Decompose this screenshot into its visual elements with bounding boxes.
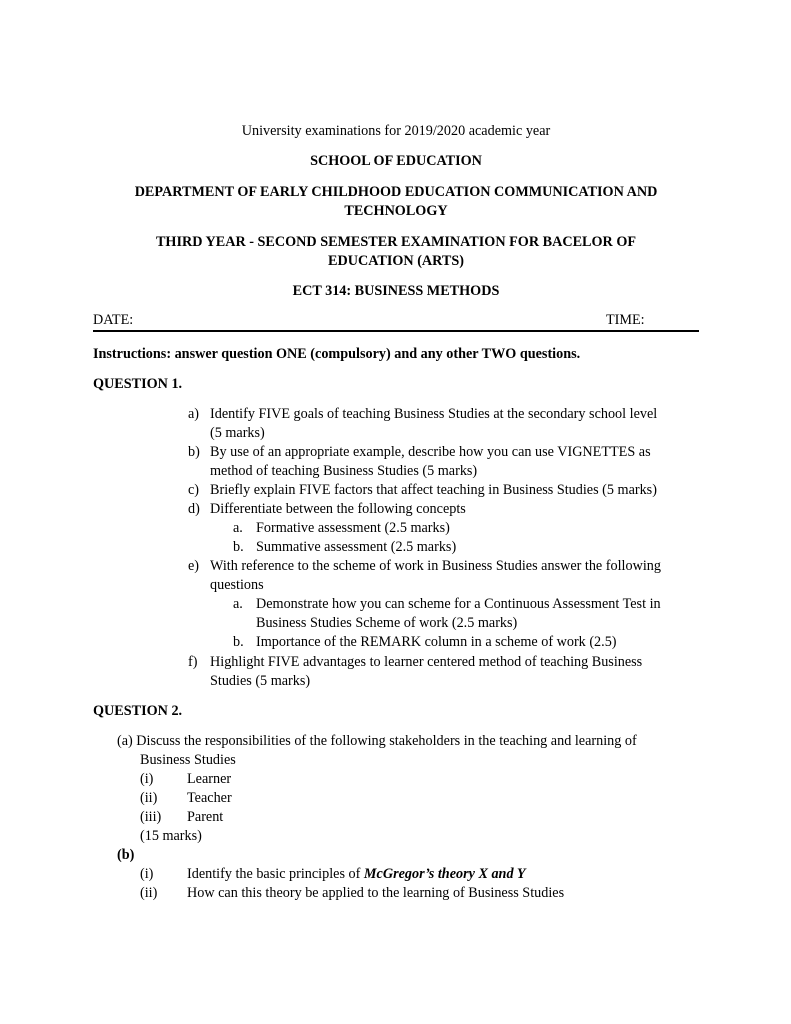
q2-a-marks: (15 marks) xyxy=(140,828,202,844)
department-line-2: TECHNOLOGY xyxy=(344,203,448,219)
q1-a-letter: a) xyxy=(188,406,200,422)
q2-a-text-2: Business Studies xyxy=(140,752,236,768)
q1-a-text-1: Identify FIVE goals of teaching Business Studies at the secondary school level xyxy=(210,406,658,422)
q2-a-iii-num: (iii) xyxy=(140,809,162,825)
q2-a-ii-num: (ii) xyxy=(140,790,158,806)
q1-e-sub-b-letter: b. xyxy=(233,634,244,650)
university-line: University examinations for 2019/2020 academic year xyxy=(241,123,551,139)
q2-b-i-text xyxy=(187,865,526,885)
q1-e-sub-a-text-1: Demonstrate how you can scheme for a Continuous Assessment Test in xyxy=(256,596,661,612)
q2-a-i-text: Learner xyxy=(187,771,232,787)
q2-a-i-num: (i) xyxy=(140,771,154,787)
question-2-title: QUESTION 2. xyxy=(93,703,183,719)
q1-b-letter: b) xyxy=(188,444,200,460)
exam-line-1: THIRD YEAR - SECOND SEMESTER EXAMINATION FOR BACELOR OF xyxy=(155,234,637,250)
q1-e-sub-a-text-2: Business Studies Scheme of work (2.5 marks) xyxy=(256,615,518,631)
q1-b-text-2: method of teaching Business Studies (5 marks) xyxy=(210,463,478,479)
q2-a-ii-text: Teacher xyxy=(187,790,232,806)
department-line-1: DEPARTMENT OF EARLY CHILDHOOD EDUCATION COMMUNICATION AND xyxy=(134,184,658,200)
q2-a-iii-text: Parent xyxy=(187,809,224,825)
exam-line-2: EDUCATION (ARTS) xyxy=(328,253,464,269)
q1-e-text-2: questions xyxy=(210,577,264,593)
q2-a-text-1: (a) Discuss the responsibilities of the following stakeholders in the teaching and learning of xyxy=(117,733,637,749)
q2-b-ii-num: (ii) xyxy=(140,885,158,901)
q1-d-text-1: Differentiate between the following concepts xyxy=(210,501,466,517)
q1-d-letter: d) xyxy=(188,501,200,517)
q1-d-sub-a-text: Formative assessment (2.5 marks) xyxy=(256,520,450,536)
q2-b-ii-text: How can this theory be applied to the learning of Business Studies xyxy=(187,885,565,901)
school-title: SCHOOL OF EDUCATION xyxy=(310,153,482,169)
q1-f-text-2: Studies (5 marks) xyxy=(210,673,311,689)
course-title: ECT 314: BUSINESS METHODS xyxy=(292,283,500,299)
q1-b-text-1: By use of an appropriate example, describe how you can use VIGNETTES as xyxy=(210,444,651,460)
q1-f-text-1: Highlight FIVE advantages to learner centered method of teaching Business xyxy=(210,654,643,670)
q2-b-i-prefix: Identify the basic principles of xyxy=(187,866,364,882)
q1-a-text-2: (5 marks) xyxy=(210,425,265,441)
q1-d-sub-b-text: Summative assessment (2.5 marks) xyxy=(256,539,457,555)
q2-b-i-num: (i) xyxy=(140,866,154,882)
q1-c-text-1: Briefly explain FIVE factors that affect teaching in Business Studies (5 marks) xyxy=(210,482,657,498)
time-label: TIME: xyxy=(606,312,645,328)
header-divider xyxy=(93,330,699,332)
q1-e-sub-a-letter: a. xyxy=(233,596,243,612)
q1-f-letter: f) xyxy=(188,654,198,670)
date-label: DATE: xyxy=(93,312,134,328)
q2-b-label: (b) xyxy=(117,847,135,863)
q1-d-sub-a-letter: a. xyxy=(233,520,243,536)
question-1-title: QUESTION 1. xyxy=(93,376,183,392)
q2-b-i-emphasis: McGregor’s theory X and Y xyxy=(363,866,526,882)
q1-e-sub-b-text: Importance of the REMARK column in a scheme of work (2.5) xyxy=(256,634,617,650)
q1-e-letter: e) xyxy=(188,558,200,574)
instructions: Instructions: answer question ONE (compulsory) and any other TWO questions. xyxy=(93,346,581,362)
q1-c-letter: c) xyxy=(188,482,200,498)
q1-d-sub-b-letter: b. xyxy=(233,539,244,555)
q1-e-text-1: With reference to the scheme of work in Business Studies answer the following xyxy=(210,558,661,574)
